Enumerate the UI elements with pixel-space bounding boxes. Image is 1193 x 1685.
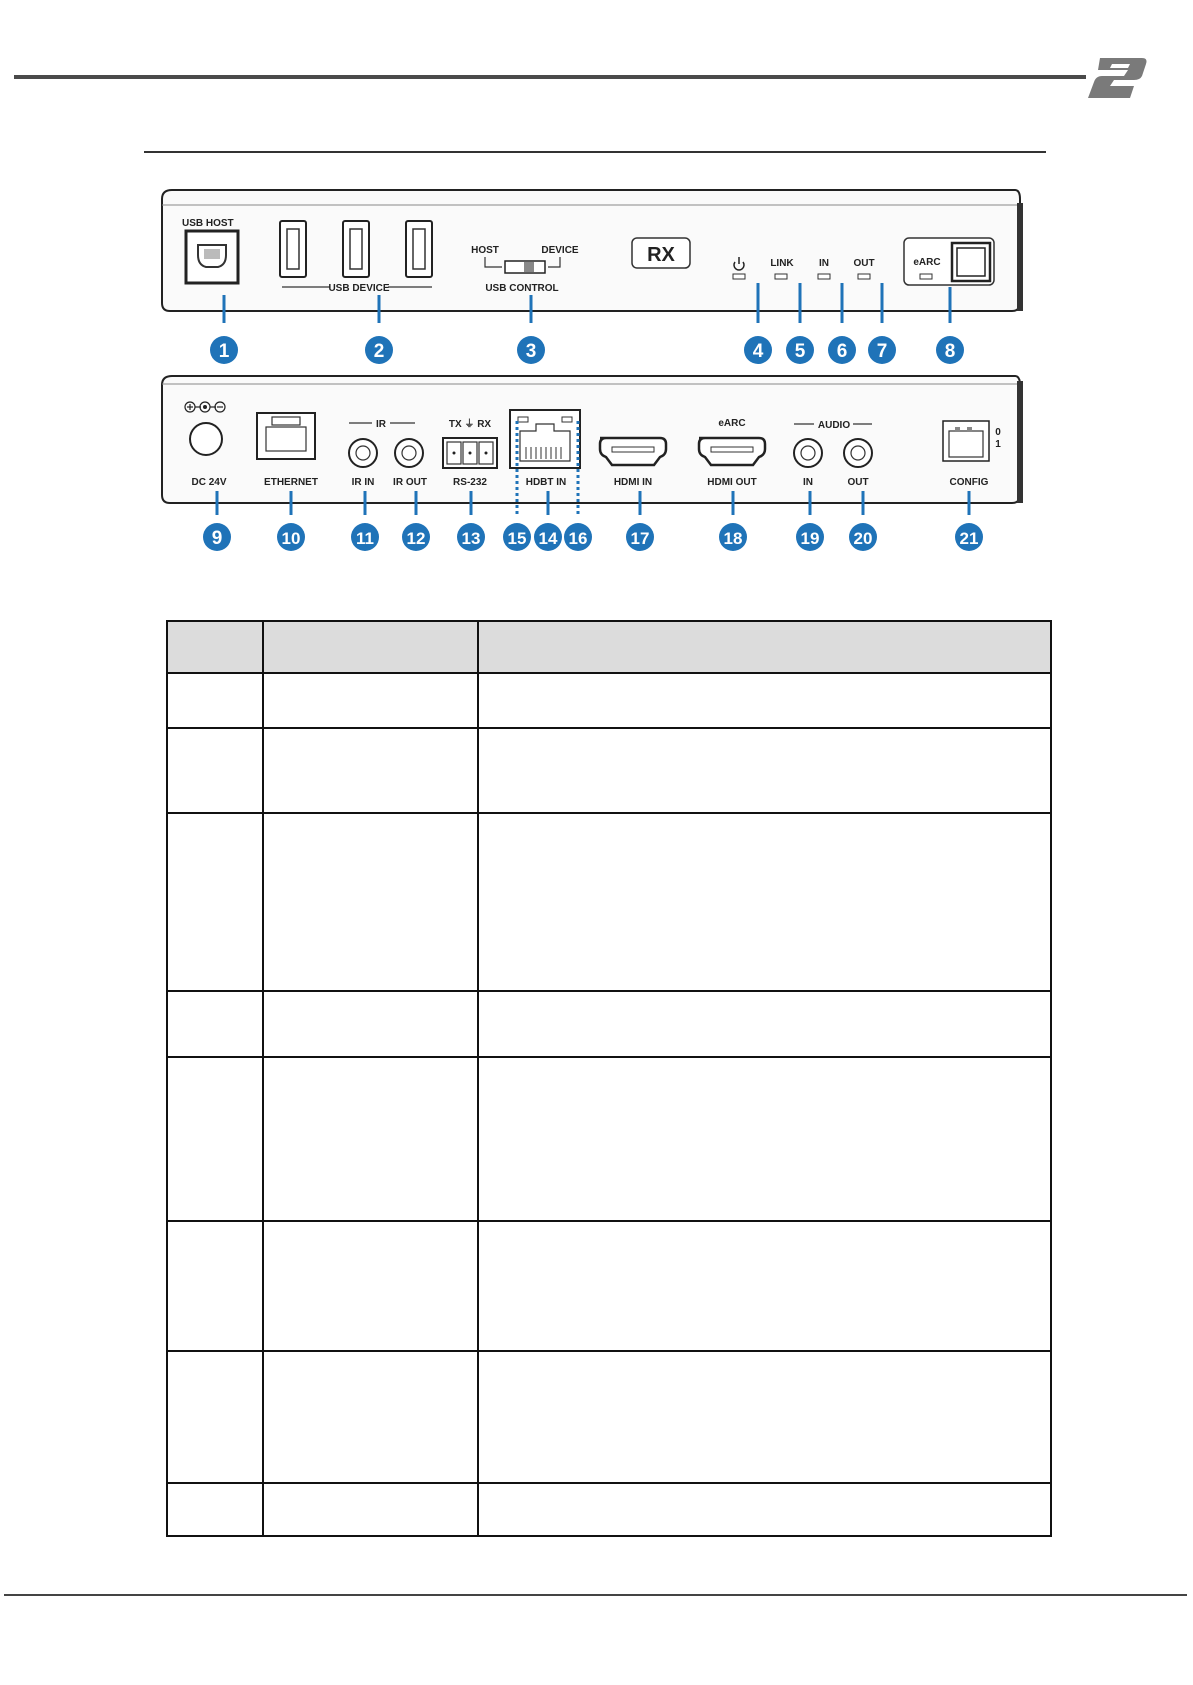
table-cell <box>478 991 1051 1057</box>
dc-24v-label: DC 24V <box>191 477 227 488</box>
footer-rule <box>4 1594 1187 1596</box>
callout-marker <box>365 336 393 364</box>
ir-in-label: IR IN <box>351 477 375 488</box>
callout-number: 16 <box>568 529 588 548</box>
callout-marker <box>517 336 545 364</box>
callout-marker <box>402 523 430 551</box>
callout-marker <box>457 523 485 551</box>
table-row <box>167 1221 1051 1351</box>
dc-jack <box>190 423 222 455</box>
hdmi-in-label: HDMI IN <box>613 477 653 488</box>
table-row <box>167 991 1051 1057</box>
callout-number: 10 <box>281 529 301 548</box>
callout-marker <box>936 336 964 364</box>
table-cell <box>478 1057 1051 1221</box>
callout-marker <box>796 523 824 551</box>
config-1-label: 1 <box>995 439 1001 450</box>
callout-number: 14 <box>538 529 558 548</box>
table-cell <box>478 728 1051 813</box>
table-header-row <box>167 621 1051 673</box>
in-led-label: IN <box>819 258 829 269</box>
table-cell <box>167 1483 263 1536</box>
table-row <box>167 1351 1051 1483</box>
product-panel-diagram <box>160 185 1030 555</box>
callout-number: 4 <box>752 341 764 362</box>
table-cell <box>263 991 478 1057</box>
top-rule <box>14 75 1086 79</box>
config-label: CONFIG <box>949 477 989 488</box>
table-cell <box>263 813 478 991</box>
callout-marker <box>203 523 231 551</box>
usb-host-label: USB HOST <box>182 218 234 229</box>
callout-marker <box>786 336 814 364</box>
callout-number: 2 <box>373 341 385 362</box>
callout-marker <box>828 336 856 364</box>
config-dip-switch <box>943 421 989 461</box>
audio-in-jack <box>794 439 822 467</box>
callout-marker <box>868 336 896 364</box>
link-label: LINK <box>770 258 794 269</box>
table-header-cell <box>167 621 263 673</box>
table-cell <box>167 991 263 1057</box>
hdmi-in-port <box>600 438 666 465</box>
table-row <box>167 1057 1051 1221</box>
callout-number: 8 <box>944 341 956 362</box>
audio-label: AUDIO <box>817 420 851 431</box>
rx-badge: RX <box>647 244 675 266</box>
table-cell <box>263 1483 478 1536</box>
table-cell <box>167 673 263 728</box>
front-panel <box>162 190 1020 311</box>
panel-description-table <box>166 620 1052 1537</box>
usb-control-switch <box>505 261 545 273</box>
rear-callouts <box>203 523 983 551</box>
section-rule <box>144 151 1046 153</box>
rs232-label: RS-232 <box>453 477 487 488</box>
callout-number: 15 <box>507 529 527 548</box>
ir-label: IR <box>376 419 386 430</box>
table-row <box>167 673 1051 728</box>
ir-out-jack <box>395 439 423 467</box>
table-header-cell <box>263 621 478 673</box>
table-row <box>167 813 1051 991</box>
callout-marker <box>626 523 654 551</box>
callout-number: 13 <box>461 529 481 548</box>
callout-marker <box>351 523 379 551</box>
callout-number: 19 <box>800 529 820 548</box>
table-header-cell <box>478 621 1051 673</box>
callout-number: 3 <box>525 341 537 362</box>
usb-control-label: USB CONTROL <box>485 283 559 294</box>
callout-number: 9 <box>211 528 223 549</box>
callout-number: 18 <box>723 529 743 548</box>
callout-marker <box>719 523 747 551</box>
device-label: DEVICE <box>541 245 579 256</box>
hdmi-out-port <box>699 438 765 465</box>
hdmi-out-label: HDMI OUT <box>707 477 757 488</box>
callout-marker <box>849 523 877 551</box>
earc-button <box>952 243 990 281</box>
callout-marker <box>534 523 562 551</box>
rear-panel <box>162 376 1020 503</box>
rs232-terminal <box>443 438 497 468</box>
table-cell <box>263 673 478 728</box>
config-0-label: 0 <box>995 427 1001 438</box>
table-cell <box>167 1221 263 1351</box>
callout-marker <box>503 523 531 551</box>
callout-number: 12 <box>406 529 426 548</box>
usb-host-port <box>186 231 238 283</box>
table-cell <box>478 813 1051 991</box>
front-callouts <box>210 336 964 364</box>
table-cell <box>478 673 1051 728</box>
callout-number: 20 <box>853 529 873 548</box>
ethernet-port <box>257 413 315 459</box>
ir-in-jack <box>349 439 377 467</box>
table-row <box>167 728 1051 813</box>
callout-marker <box>277 523 305 551</box>
audio-in-label: IN <box>803 477 813 488</box>
table-cell <box>263 1351 478 1483</box>
audio-out-jack <box>844 439 872 467</box>
callout-marker <box>210 336 238 364</box>
callout-number: 5 <box>794 341 806 362</box>
callout-marker <box>564 523 592 551</box>
table-cell <box>263 1221 478 1351</box>
hdbt-in-port <box>510 410 580 468</box>
hdbt-in-label: HDBT IN <box>525 477 567 488</box>
host-label: HOST <box>471 245 499 256</box>
table-cell <box>478 1483 1051 1536</box>
callout-number: 11 <box>356 529 374 548</box>
usb-device-ports <box>280 221 432 277</box>
ethernet-label: ETHERNET <box>264 477 318 488</box>
out-led-label: OUT <box>853 258 875 269</box>
audio-out-label: OUT <box>847 477 869 488</box>
bzb-logo-icon <box>1086 56 1148 100</box>
table-row <box>167 1483 1051 1536</box>
callout-number: 21 <box>959 529 979 548</box>
table-cell <box>167 813 263 991</box>
tx-rx-label: TX ⏚ RX <box>448 419 492 430</box>
callout-number: 6 <box>836 341 848 362</box>
callout-number: 17 <box>630 529 650 548</box>
table-cell <box>167 1057 263 1221</box>
callout-number: 1 <box>218 341 230 362</box>
table-cell <box>478 1351 1051 1483</box>
ir-out-label: IR OUT <box>393 477 427 488</box>
table-cell <box>263 728 478 813</box>
callout-marker <box>955 523 983 551</box>
table-cell <box>167 1351 263 1483</box>
earc-front-label: eARC <box>913 257 941 268</box>
table-cell <box>478 1221 1051 1351</box>
earc-rear-label: eARC <box>718 418 746 429</box>
usb-device-label: USB DEVICE <box>328 283 390 294</box>
callout-number: 7 <box>876 341 888 362</box>
callout-marker <box>744 336 772 364</box>
table-cell <box>263 1057 478 1221</box>
table-cell <box>167 728 263 813</box>
